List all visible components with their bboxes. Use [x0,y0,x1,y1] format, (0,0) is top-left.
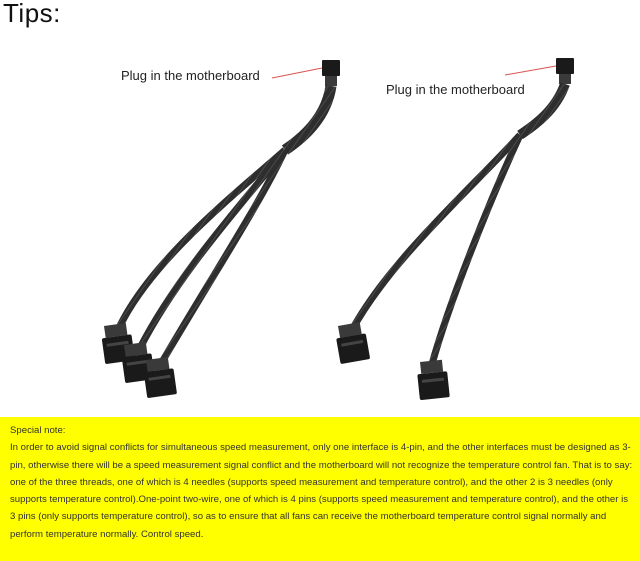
callout-left-label: Plug in the motherboard [121,68,260,83]
mb-connector-right [556,58,574,74]
special-note-body: In order to avoid signal conflicts for simultaneous speed measurement, only one interface is 4-pin, and the other interfaces must be designed as 3-pin, otherwise there will be a speed measurement signal conflict and the motherboard will not recognize the temperature control fan. That is to say: one of the three threads, one of which is 4 needles (supports speed measurement and temperature control), and the other 2 is 3 needles (only supports temperature control).One-point two-wire, one of which is 4 pins (supports speed measurement and temperature control), and the other is 3 pins (only supports temperature control), so as to ensure that all fans can receive the motherboard temperature control signal normally and perform temperature normally. Control speed. [10,442,633,540]
tips-title: Tips: [3,0,61,28]
special-note-heading: Special note: [10,425,66,436]
leader-line-right [505,66,556,75]
leader-line-left [272,68,322,78]
fan-connector-4 [334,321,370,364]
fan-connector-3 [142,356,177,398]
splitter-3way-cable [100,60,340,398]
callout-right-label: Plug in the motherboard [386,82,525,97]
special-note-box [0,417,640,561]
splitter-2way-cable [334,58,574,400]
fan-connector-5 [416,359,450,400]
mb-connector-left [322,60,340,76]
